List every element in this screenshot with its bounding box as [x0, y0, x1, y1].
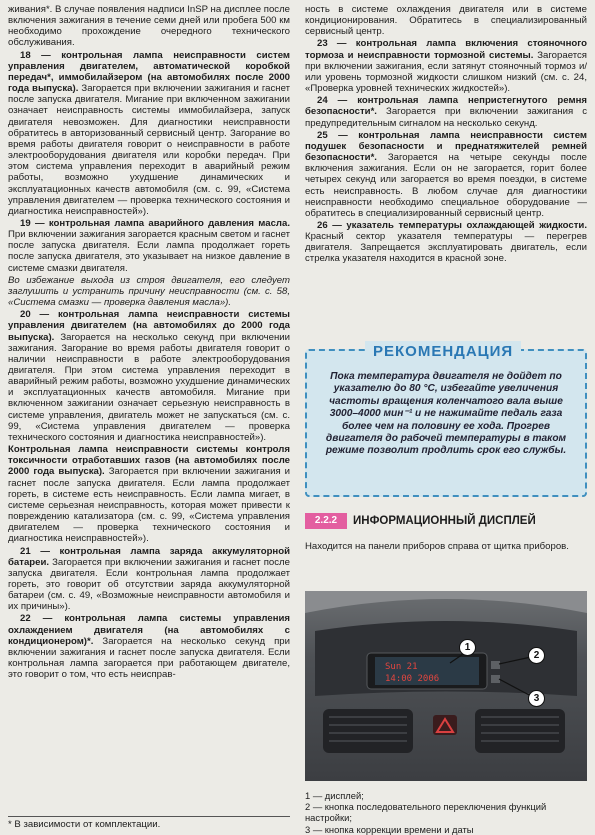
paragraph-left-intro: живания*. В случае появления надписи InSP на дисплее после включения зажигания в течение семи дней или пробега 500 км необходимо прохождение очередного технического обслуживания. — [8, 4, 291, 49]
button-2[interactable] — [491, 661, 500, 669]
figure-captions — [305, 790, 587, 835]
item-18 — [8, 50, 290, 217]
recommendation-text: Пока температура двигателя не дойдет по указателю до 80 °С, избегайте увеличения частоты вращения коленчатого вала выше 3000–4000 мин⁻¹ и не нажимайте педаль газа более чем на половину ее хода. Прогрев двигателя до рабочей температуры в таком режиме позволит продлить срок его службы. — [325, 371, 567, 457]
item-21 — [8, 546, 290, 613]
section-heading — [305, 513, 587, 529]
callout-2: 2 — [528, 647, 545, 664]
recommendation-title: РЕКОМЕНДАЦИЯ — [365, 341, 521, 362]
item-18-text: Загорается при включении зажигания и гаснет после запуска двигателя. Мигание при включенном зажигании означает неисправность системы иммобилайзера, запуск двигателя невозможен. Для диагностики неисправности обратитесь в авторизованный сервисный центр. Загорание во время работы двигателя говорит о неисправности в работе электрооборудования двигателя или коробки передач. При этом система управления переходит в аварийный режим работы, возможно ухудшение динамических и эксплуатационных качеств автомобиля (см. с. 99, «Система управления двигателем — проверка технического состояния и диагностика неисправностей»). — [8, 83, 290, 217]
item-19-text: При включении зажигания загорается красным светом и гаснет после запуска двигателя. Если лампа продолжает гореть после запуска двигателя, это указывает на низкое давление в системе смазки двигателя. — [8, 229, 290, 274]
section-title: ИНФОРМАЦИОННЫЙ ДИСПЛЕЙ — [353, 515, 536, 527]
dashboard-photo — [305, 591, 587, 781]
item-22-heading: 22 — контрольная лампа системы управления охлаждением двигателя (на автомобилях с кондиционером)*. — [8, 613, 290, 647]
item-toxicity — [8, 444, 290, 544]
item-21-text: Загорается при включении зажигания и гаснет после запуска двигателя. Если контрольная лампа продолжает гореть, это говорит об отсутствии заряда аккумуляторной батареи (см. с. 49, «Возможные неисправности автомобиля и их причины»). — [8, 556, 290, 613]
item-25-heading: 25 — контрольная лампа неисправности систем подушек безопасности и преднатяжителей ремней безопасности*. — [305, 129, 587, 164]
item-23-heading: 23 — контрольная лампа включения стояночного тормоза и неисправности тормозной системы. — [305, 38, 587, 61]
section-number: 2.2.2 — [305, 513, 347, 529]
item-26-heading: 26 — указатель температуры охлаждающей жидкости. — [317, 219, 587, 231]
item-22 — [8, 613, 290, 680]
display-line-2: 14:00 2006 — [385, 674, 440, 684]
display-line-1: Sun 21 — [385, 662, 418, 672]
item-23 — [305, 38, 587, 94]
item-26-text: Красный сектор указателя температуры — перегрев двигателя. Запрещается эксплуатировать двигатель, если стрелка указателя находится в красной зоне. — [305, 231, 587, 265]
caption-3: 3 — кнопка коррекции времени и даты — [305, 823, 474, 835]
section-text: Находится на панели приборов справа от щитка приборов. — [305, 541, 569, 552]
callout-3: 3 — [528, 690, 545, 707]
footnote: * В зависимости от комплектации. — [8, 816, 290, 830]
item-24-text: Загорается при включении зажигания с предупредительным сигналом на несколько секунд. — [305, 106, 587, 129]
item-toxicity-heading: Контрольная лампа неисправности системы контроля токсичности отработавших газов (на автомобилях после 2000 года выпуска). — [8, 444, 290, 478]
item-20-heading: 20 — контрольная лампа неисправности системы управления двигателем (на автомобилях до 2000 года выпуска). — [8, 309, 290, 343]
item-toxicity-text: Загорается при включении зажигания и гаснет после запуска двигателя. Если лампа продолжает гореть, в системе есть неисправность. Если лампа мигает, в системе серьезная неисправность, которая может привести к повреждению катализатора (см. с. 99, «Система управления двигателем — проверка технического состояния и диагностика неисправностей»). — [8, 466, 290, 545]
right-column — [305, 4, 587, 266]
item-25 — [305, 130, 587, 219]
item-26 — [305, 220, 587, 265]
item-20-text: Загорается на несколько секунд при включении зажигания. Загорание во время работы двигателя говорит о наличии неисправности в работе электрооборудования двигателя. При этом система управления переходит в аварийный режим работы, возможно ухудшение динамических и эксплуатационных качеств автомобиля. Мигание при включенном зажигании означает серьезную неисправность в системе управления, двигатель может не запускаться (см. с. 99, «Система управления двигателем — проверка технического состояния и диагностика неисправностей»). — [8, 331, 290, 443]
item-24 — [305, 95, 587, 128]
item-22-text: Загорается на несколько секунд при включении зажигания и гаснет после запуска двигателя. Если контрольная лампа загорается при работающем двигателе, это говорит о том, что есть неисправ- — [8, 635, 290, 681]
caption-2: 2 — кнопка последовательного переключения функций настройки; — [305, 801, 547, 824]
item-23-text: Загорается при включении зажигания, если затянут стояночный тормоз и/или уровень тормозной жидкости слишком низкий (см. с. 24, «Проверка уровней технических жидкостей»). — [305, 49, 587, 95]
callout-1: 1 — [459, 639, 476, 656]
dashboard-illustration — [305, 591, 587, 781]
item-19-warning: Во избежание выхода из строя двигателя, его следует заглушить и устранить причину неисправности (см. с. 58, «Система смазки — проверка давления масла»). — [8, 274, 290, 309]
item-24-heading: 24 — контрольная лампа непристегнутого ремня безопасности*. — [305, 95, 587, 118]
recommendation-box — [305, 343, 587, 497]
item-19 — [8, 218, 290, 274]
caption-1: 1 — дисплей; — [305, 790, 364, 801]
item-25-text: Загорается на четыре секунды после включения зажигания. Если он не загорается, горит более четырех секунд или загорается во время поездки, в системе есть неисправность. В любом случае для диагностики неисправности необходимо специальное оборудование — обратитесь в специализированный сервисный центр. — [305, 152, 588, 219]
button-3[interactable] — [491, 675, 500, 683]
left-column — [8, 4, 290, 681]
item-19-heading: 19 — контрольная лампа аварийного давления масла. — [20, 217, 290, 229]
paragraph-right-intro: ность в системе охлаждения двигателя или в системе кондиционирования. Обратитесь в специализированный сервисный центр. — [305, 4, 587, 38]
item-18-heading: 18 — контрольная лампа неисправности систем управления двигателем, автоматической коробкой передач*, иммобилайзером (на автомобилях после 2000 года выпуска). — [8, 49, 290, 95]
item-20 — [8, 309, 290, 443]
item-21-heading: 21 — контрольная лампа заряда аккумуляторной батареи. — [8, 545, 290, 568]
